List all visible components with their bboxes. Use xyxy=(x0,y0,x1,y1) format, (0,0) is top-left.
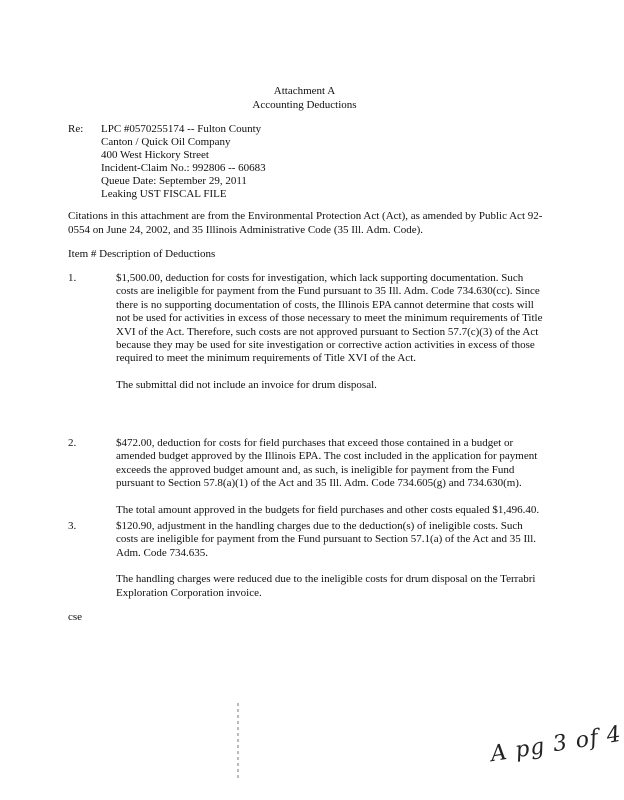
re-line-file: Leaking UST FISCAL FILE xyxy=(101,188,227,200)
item-body xyxy=(116,272,546,392)
item-paragraph: The handling charges were reduced due to the ineligible costs for drum disposal on the Terrabri Exploration Corporation invoice. xyxy=(116,573,536,599)
handwritten-page-note: A pg 3 of 4 xyxy=(488,721,624,768)
attachment-title: Attachment A xyxy=(273,85,336,97)
re-line-lpc: LPC #0570255174 -- Fulton County xyxy=(101,123,262,135)
item-paragraph: $1,500.00, deduction for costs for investigation, which lack supporting documentation. Such costs are ineligible for payment from the Fund pursuant to 35 Ill. Adm. Code 734.630(cc). Since there is no supporting documentation of costs, the Illinois EPA cannot determine that costs will not be used for activities in excess of those necessary to meet the minimum requirements of Title XVI of the Act. Therefore, such costs are not approved pursuant to Section 57.7(c)(3) of the Act because they may be used for site investigation or corrective action activities in excess of those required to meet the minimum requirements of Title XVI of the Act. xyxy=(116,272,543,365)
item-number: 3. xyxy=(68,520,77,532)
item-body xyxy=(116,520,546,600)
item-header: Item # Description of Deductions xyxy=(68,248,216,260)
re-line-claim: Incident-Claim No.: 992806 -- 60683 xyxy=(101,162,266,174)
re-block xyxy=(101,123,266,201)
item-paragraph: $120.90, adjustment in the handling charges due to the deduction(s) of ineligible costs. Such costs are ineligible for payment from the Fund pursuant to Section 57.1(a) of the Act and 35 Ill. Adm. Code 734.635. xyxy=(116,520,537,559)
attachment-subtitle: Accounting Deductions xyxy=(252,99,357,111)
item-paragraph: The submittal did not include an invoice for drum disposal. xyxy=(116,378,377,391)
item-paragraph: The total amount approved in the budgets for field purchases and other costs equaled $1,496.40. xyxy=(116,503,540,516)
re-line-address: 400 West Hickory Street xyxy=(101,149,209,161)
stray-scan-mark xyxy=(236,703,240,781)
item-number: 2. xyxy=(68,437,77,449)
re-line-queue-date: Queue Date: September 29, 2011 xyxy=(101,175,247,187)
re-label: Re: xyxy=(68,123,84,135)
item-number: 1. xyxy=(68,272,77,284)
item-paragraph: $472.00, deduction for costs for field purchases that exceed those contained in a budget or amended budget approved by the Illinois EPA. The cost included in the application for payment exceeds the approved budget amount and, as such, is ineligible for payment from the Fund pursuant to Section 57.8(a)(1) of the Act and 35 Ill. Adm. Code 734.605(g) and 734.630(m). xyxy=(116,437,538,490)
item-body xyxy=(116,437,546,517)
re-line-company: Canton / Quick Oil Company xyxy=(101,136,231,148)
typist-initials: cse xyxy=(68,611,83,623)
citations-paragraph: Citations in this attachment are from the Environmental Protection Act (Act), as amended by Public Act 92-0554 on June 24, 2002, and 35 Illinois Administrative Code (35 Ill. Adm. Code). xyxy=(68,210,543,236)
